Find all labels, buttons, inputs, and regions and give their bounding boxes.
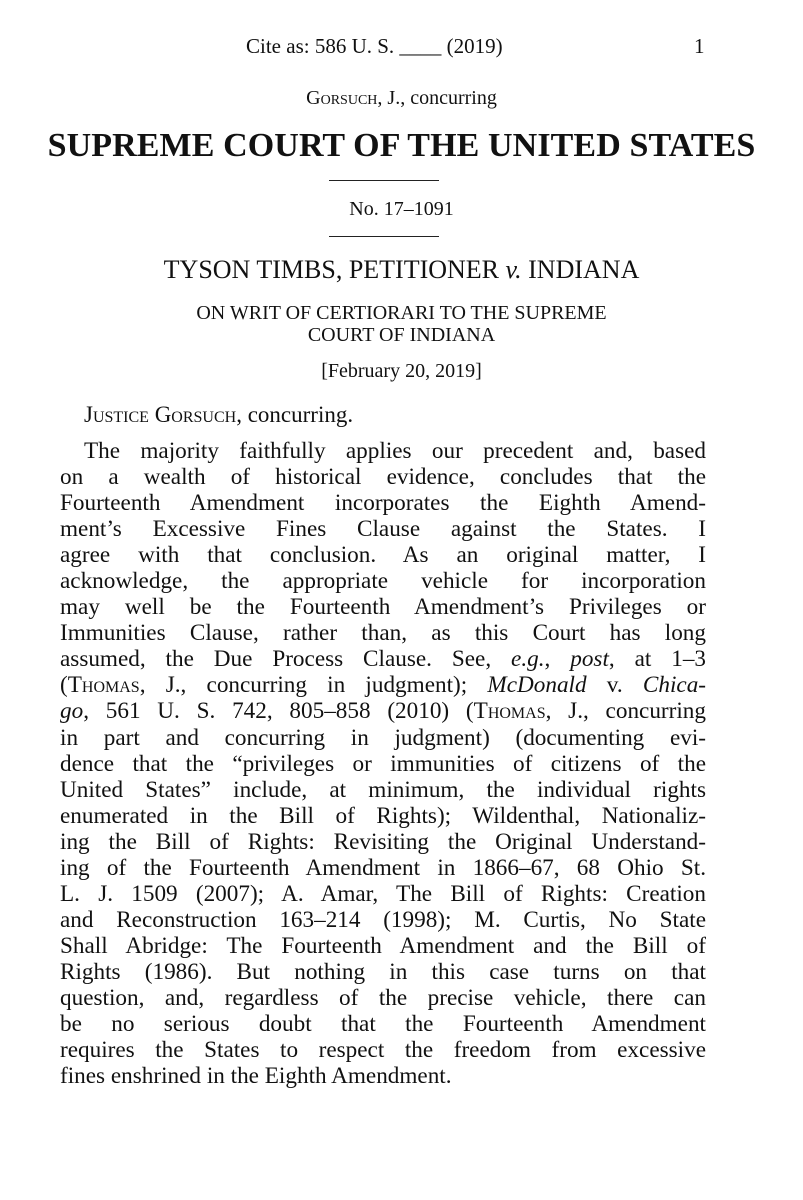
body-line: ment’s Excessive Fines Clause against the States. I bbox=[60, 516, 706, 543]
body-line: enumerated in the Bill of Rights); Wildenthal, Nationaliz- bbox=[60, 802, 706, 829]
opinion-body bbox=[60, 438, 706, 1089]
opener-suffix: , concurring. bbox=[236, 402, 354, 427]
versus: v. bbox=[505, 255, 522, 284]
body-line: may well be the Fourteenth Amendment’s Privileges or bbox=[60, 594, 706, 621]
body-line: United States” include, at minimum, the individual rights bbox=[60, 776, 706, 803]
citation-signal: e.g. bbox=[511, 646, 545, 673]
body-segment: , 561 U. S. 742, 805–858 (2010) ( bbox=[83, 698, 474, 725]
case-name: McDonald bbox=[487, 672, 587, 699]
body-line: dence that the “privileges or immunities of citizens of the bbox=[60, 750, 706, 777]
body-line: fines enshrined in the Eighth Amendment. bbox=[60, 1063, 452, 1090]
body-line: agree with that conclusion. As an original matter, I bbox=[60, 542, 706, 569]
writ-caption bbox=[0, 302, 803, 346]
body-segment: , bbox=[544, 646, 571, 673]
body-line: Shall Abridge: The Fourteenth Amendment and the Bill of bbox=[60, 932, 706, 959]
page-number: 1 bbox=[694, 34, 705, 58]
body-line: The majority faithfully applies our precedent and, based bbox=[84, 438, 706, 464]
petitioner-party: TYSON TIMBS, PETITIONER bbox=[163, 255, 506, 284]
justice-name: Thomas bbox=[473, 698, 546, 725]
body-line: L. J. 1509 (2007); A. Amar, The Bill of Rights: Creation bbox=[60, 880, 706, 907]
writ-line: ON WRIT OF CERTIORARI TO THE SUPREME bbox=[196, 302, 607, 324]
respondent-party: INDIANA bbox=[521, 255, 640, 284]
case-name: go bbox=[60, 698, 84, 725]
citation-post: post bbox=[570, 646, 609, 673]
case-title bbox=[0, 255, 803, 285]
author-surname: Gorsuch bbox=[306, 87, 378, 109]
divider-rule bbox=[329, 180, 439, 181]
body-segment: v. bbox=[586, 672, 643, 699]
body-line: on a wealth of historical evidence, concludes that the bbox=[60, 464, 706, 491]
court-title: SUPREME COURT OF THE UNITED STATES bbox=[47, 127, 756, 164]
body-line: be no serious doubt that the Fourteenth Amendment bbox=[60, 1011, 706, 1038]
justice-name: Thomas bbox=[67, 672, 140, 699]
body-segment: , J., concurring bbox=[545, 698, 706, 725]
docket-number: No. 17–1091 bbox=[349, 198, 454, 220]
divider-rule bbox=[329, 236, 439, 237]
body-line bbox=[60, 646, 706, 672]
author-suffix: , J., concurring bbox=[377, 87, 497, 109]
case-name: Chica- bbox=[642, 672, 707, 699]
body-segment: assumed, the Due Process Clause. See, bbox=[60, 646, 512, 673]
body-line: question, and, regardless of the precise vehicle, there can bbox=[60, 984, 706, 1011]
body-segment: , J., concurring in judgment); bbox=[139, 672, 488, 699]
body-line: and Reconstruction 163–214 (1998); M. Curtis, No State bbox=[60, 906, 706, 933]
body-line: ing the Bill of Rights: Revisiting the Original Understand- bbox=[60, 828, 706, 855]
body-segment: ( bbox=[60, 672, 68, 699]
decision-date: [February 20, 2019] bbox=[321, 360, 482, 382]
body-line: Rights (1986). But nothing in this case turns on that bbox=[60, 958, 706, 985]
body-segment: , at 1–3 bbox=[608, 646, 707, 673]
writ-line: COURT OF INDIANA bbox=[307, 324, 496, 346]
body-line bbox=[60, 698, 706, 724]
body-line: ing of the Fourteenth Amendment in 1866–67, 68 Ohio St. bbox=[60, 854, 706, 881]
opinion-opener bbox=[84, 402, 353, 428]
body-line: acknowledge, the appropriate vehicle for incorporation bbox=[60, 568, 706, 595]
justice-name: Justice Gorsuch bbox=[84, 402, 237, 427]
body-line: Fourteenth Amendment incorporates the Eighth Amend- bbox=[60, 490, 706, 517]
body-line: requires the States to respect the freedom from excessive bbox=[60, 1037, 706, 1064]
body-line bbox=[60, 672, 706, 698]
citation-header: Cite as: 586 U. S. ____ (2019) bbox=[246, 34, 503, 58]
body-line: in part and concurring in judgment) (documenting evi- bbox=[60, 724, 706, 751]
body-line: Immunities Clause, rather than, as this Court has long bbox=[60, 620, 706, 647]
author-line bbox=[0, 87, 803, 110]
